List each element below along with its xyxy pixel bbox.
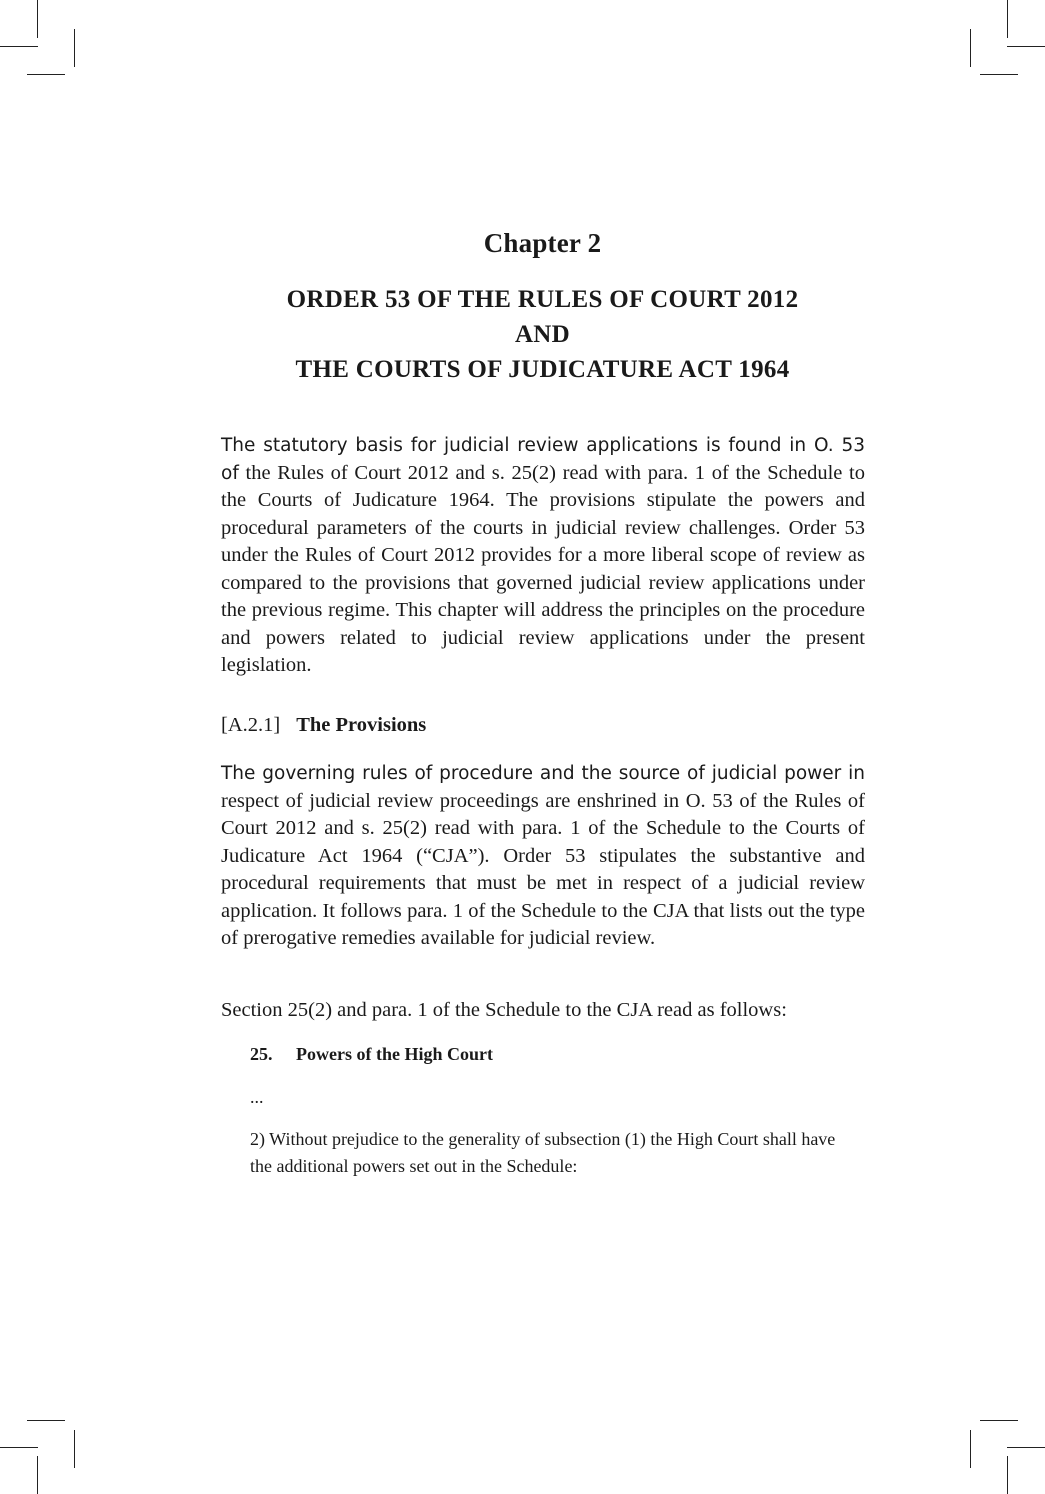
chapter-title-line: AND [514, 321, 571, 348]
intro-paragraph [221, 432, 865, 680]
intro-paragraph-body: the Rules of Court 2012 and s. 25(2) read with para. 1 of the Schedule to the Courts of Judicature 1964. The provisions stipulate the powers and procedural parameters of the courts in judicial review challenges. Order 53 under the Rules of Court 2012 provides for a more liberal scope of review as compared to the provisions that governed judicial review applications under the previous regime. This chapter will address the principles on the procedure and powers related to judicial review applications under the present legislation. [221, 461, 865, 676]
crop-mark [0, 1447, 38, 1448]
crop-mark [37, 0, 38, 38]
crop-mark [970, 29, 971, 67]
lead-in-paragraph: Section 25(2) and para. 1 of the Schedule to the CJA read as follows: [221, 999, 787, 1021]
crop-mark [1007, 1456, 1008, 1494]
chapter-title-line: ORDER 53 OF THE RULES OF COURT 2012 [286, 286, 799, 313]
section-paragraph-lead: The governing rules of procedure and the source of judicial power in [221, 763, 865, 784]
section-heading [221, 714, 426, 737]
chapter-label: Chapter 2 [483, 228, 602, 258]
quote-ellipsis: ... [250, 1087, 264, 1107]
crop-mark [1007, 1447, 1045, 1448]
section-title: The Provisions [296, 714, 427, 736]
crop-mark [74, 29, 75, 67]
crop-mark [980, 1420, 1018, 1421]
crop-mark [1007, 0, 1008, 38]
section-number: [A.2.1] [221, 714, 281, 736]
crop-mark [0, 46, 38, 47]
crop-mark [37, 1456, 38, 1494]
chapter-title [0, 282, 1045, 387]
crop-mark [27, 74, 65, 75]
crop-mark [74, 1430, 75, 1468]
crop-mark [970, 1430, 971, 1468]
crop-mark [27, 1420, 65, 1421]
quote-section-number: 25. [250, 1044, 273, 1064]
crop-mark [1007, 46, 1045, 47]
section-paragraph [221, 760, 865, 953]
crop-mark [980, 74, 1018, 75]
quote-section-heading [250, 1041, 850, 1068]
chapter-title-line: THE COURTS OF JUDICATURE ACT 1964 [295, 356, 790, 383]
quote-section-title: Powers of the High Court [296, 1044, 493, 1064]
intro-paragraph-lead: The statutory basis for judicial review applications is found in O. 53 of [221, 435, 865, 484]
quote-subsection: 2) Without prejudice to the generality of subsection (1) the High Court shall have the additional powers set out in the Schedule: [250, 1129, 836, 1176]
section-paragraph-body: respect of judicial review proceedings are enshrined in O. 53 of the Rules of Court 2012 and s. 25(2) read with para. 1 of the Schedule to the Courts of Judicature Act 1964 (“CJA”). Order 53 stipulates the substantive and procedural requirements that must be met in respect of a judicial review application. It follows para. 1 of the Schedule to the CJA that lists out the type of prerogative remedies available for judicial review. [221, 789, 865, 949]
